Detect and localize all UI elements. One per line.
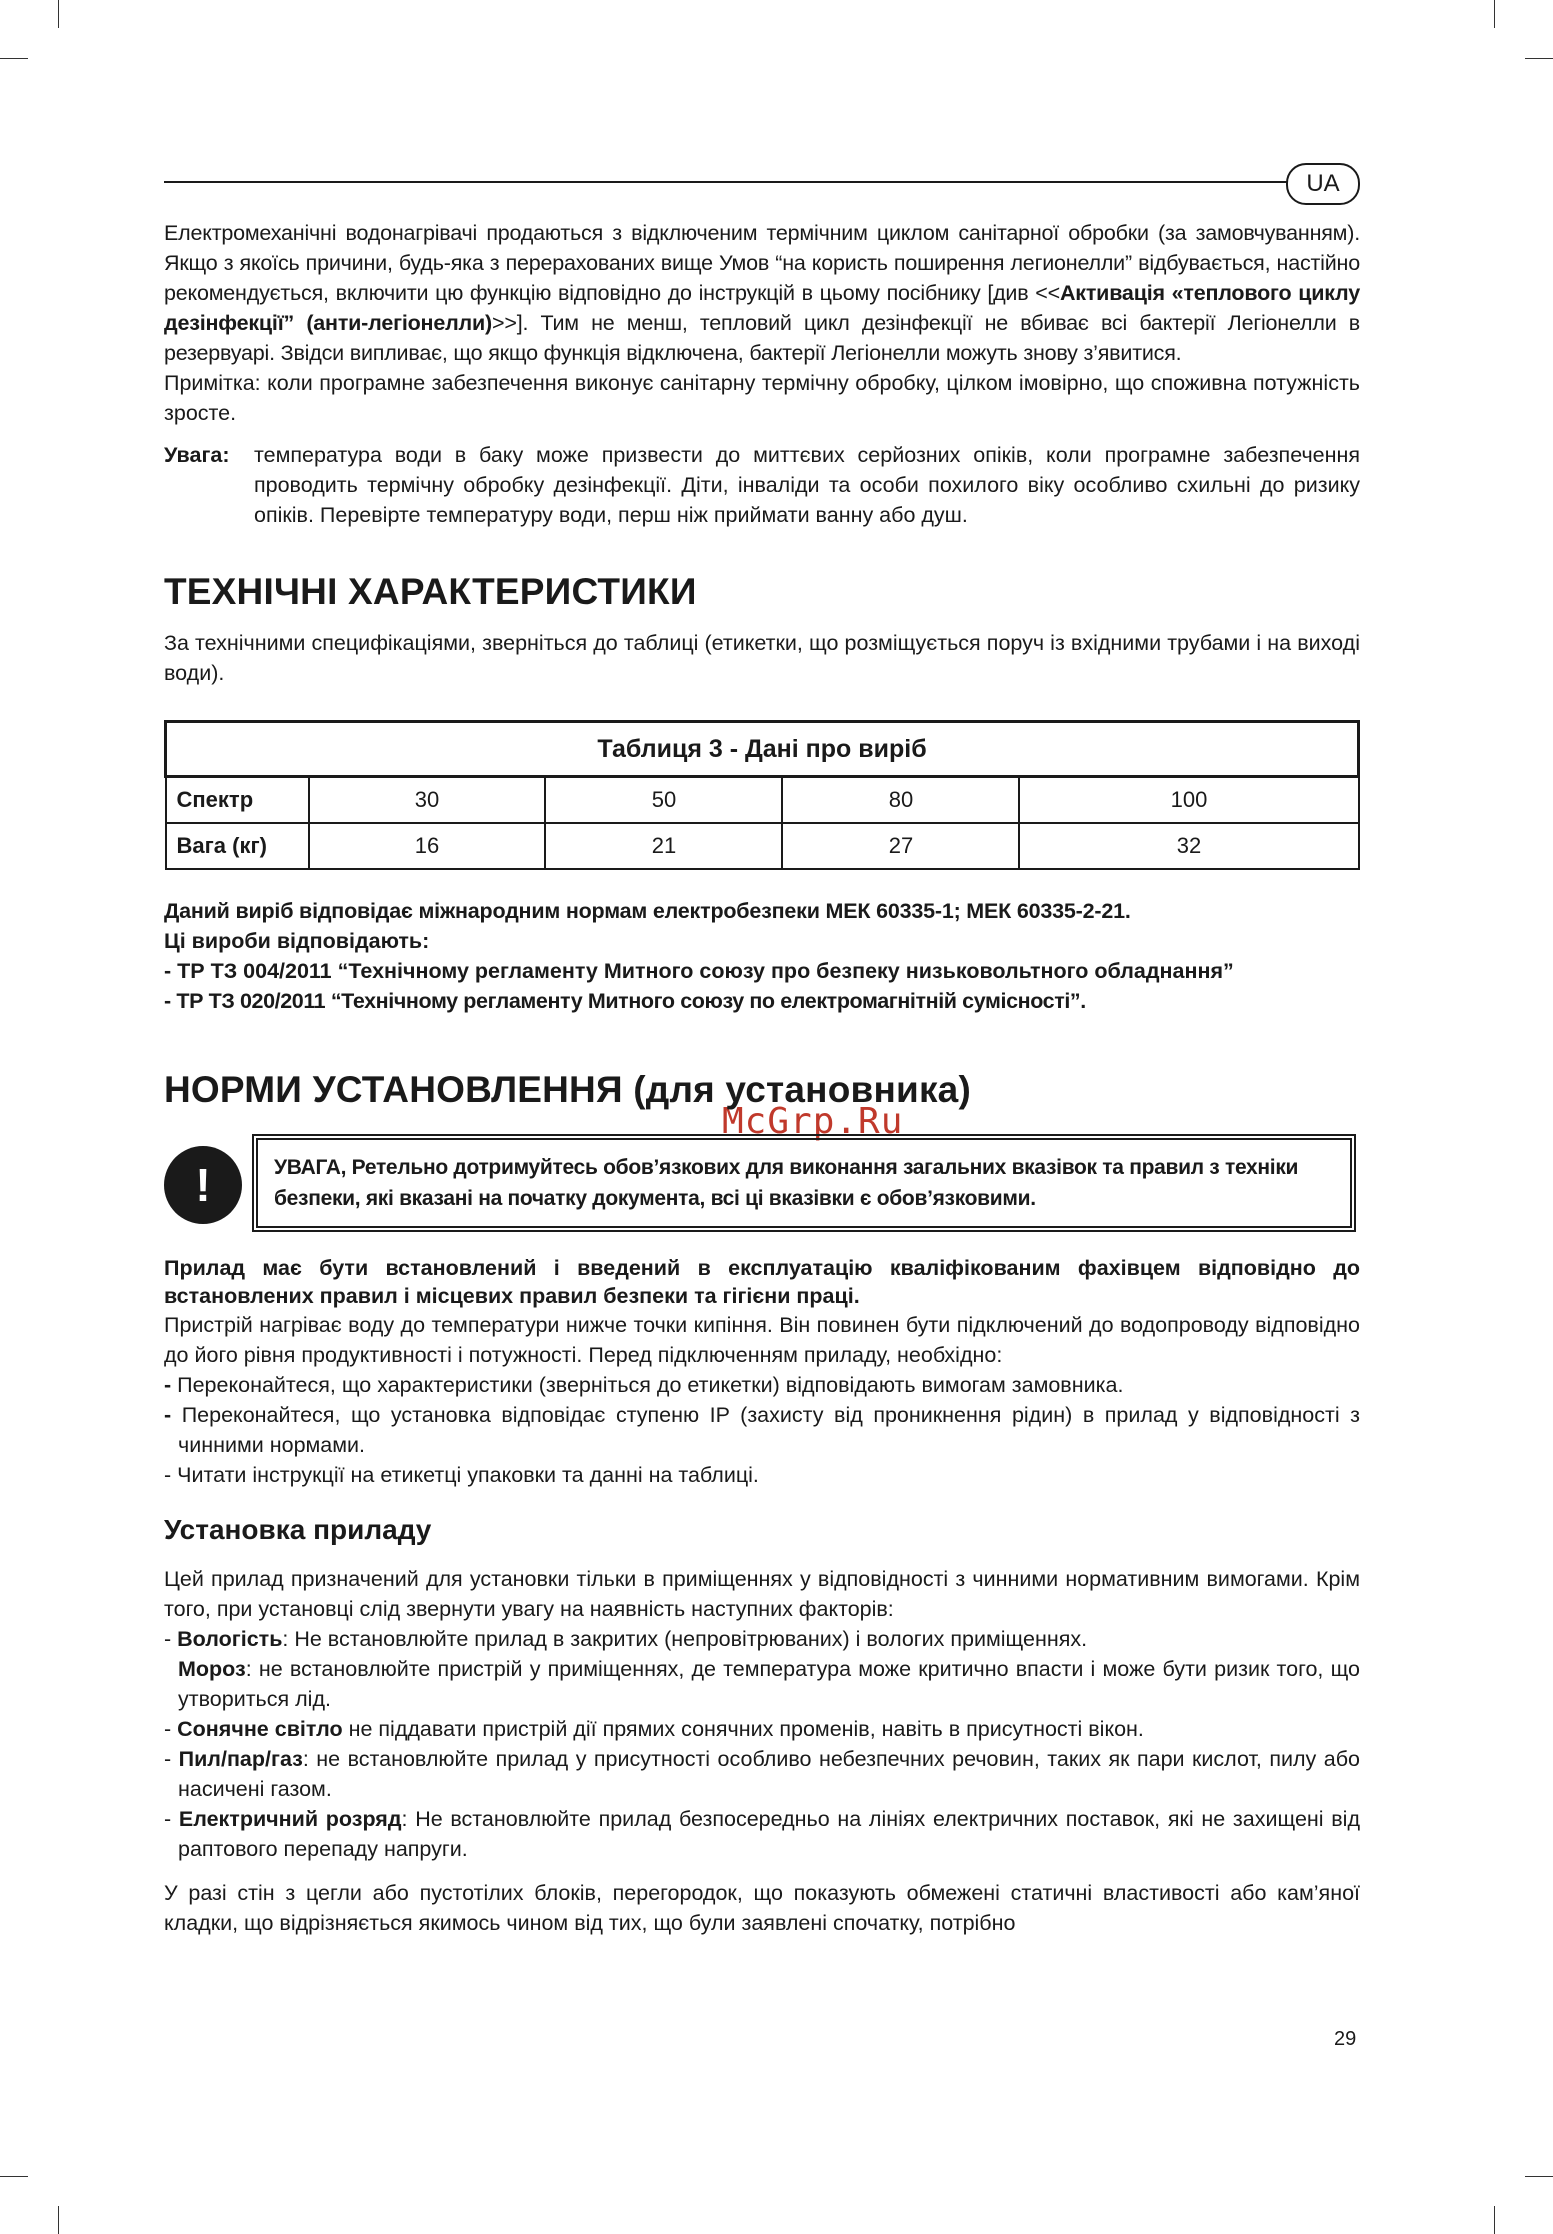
intro-link-bold: Активація «теплового циклу дезінфекції” (анти-легіонелли)	[164, 281, 1360, 335]
list-item: - Переконайтеся, що установка відповідає ступеню IP (захисту від проникнення рідин) в прилад у відповідності з чинними нормами.	[164, 1403, 1360, 1457]
setup-last-paragraph: У разі стін з цегли або пустотілих блоків, перегородок, що показують обмежені статичні властивості або кам’яної кладки, що відрізняється якимось чином від тих, що були заявлені спочатку, потрібно	[164, 1881, 1360, 1935]
install-bold-paragraph: Прилад має бути встановлений і введений в експлуатацію кваліфікованим фахівцем відповідно до встановлених правил і місцевих правил безпеки та гігієни праці.	[164, 1256, 1360, 1308]
table-cell: 27	[782, 823, 1019, 869]
crop-mark	[0, 2176, 28, 2177]
warning-label: Увага:	[164, 443, 230, 467]
document-body	[164, 218, 1360, 1938]
table-cell: 16	[309, 823, 546, 869]
crop-mark	[58, 2206, 59, 2234]
tech-heading: ТЕХНІЧНІ ХАРАКТЕРИСТИКИ	[164, 571, 697, 612]
note-paragraph: Примітка: коли програмне забезпечення виконує санітарну термічну обробку, цілком імовірно, що споживна потужність зросте.	[164, 371, 1360, 425]
compliance-line: - ТР ТЗ 020/2011 “Технічному регламенту Митного союзу по електромагнітній сумісності”.	[164, 989, 1086, 1013]
crop-mark	[1494, 0, 1495, 28]
warning-block	[164, 440, 1360, 530]
list-item: - Електричний розряд: Не встановлюйте прилад безпосередньо на лініях електричних поставок, які не захищені від раптового перепаду напруги.	[164, 1807, 1361, 1861]
intro-text-a: Електромеханічні водонагрівачі продаються з відключеним термічним циклом санітарної обробки (за замовчуванням). Якщо з якоїсь причини, будь-яка з перерахованих вище Умов “на користь поширення легионелли” відбувається, настійно рекомендується, включити цю функцію відповідно до інструкцій в цьому посібнику [див <<	[164, 221, 1360, 305]
list-item: - Сонячне світло не піддавати пристрій дії прямих сонячних променів, навіть в присутності вікон.	[164, 1717, 1144, 1741]
product-data-table	[164, 720, 1360, 870]
compliance-block	[164, 896, 1360, 1016]
list-item: - Переконайтеся, що характеристики (зверніться до етикетки) відповідають вимогам замовника.	[164, 1373, 1124, 1397]
list-item: - Читати інструкції на етикетці упаковки та данні на таблиці.	[164, 1463, 759, 1487]
setup-paragraph: Цей прилад призначений для установки тільки в приміщеннях у відповідності з чинними нормативним вимогами. Крім того, при установці слід звернути увагу на наявність наступних факторів:	[164, 1567, 1360, 1621]
language-badge: UA	[1286, 163, 1360, 205]
safety-warning	[164, 1134, 1360, 1244]
row-label-range: Спектр	[166, 777, 309, 824]
table-cell: 80	[782, 777, 1019, 824]
list-item: - Вологість: Не встановлюйте прилад в закритих (непровітрюваних) і вологих приміщеннях.	[164, 1627, 1088, 1651]
list-item: Мороз: не встановлюйте пристрій у приміщеннях, де температура може критично впасти і може бути ризик того, що утвориться лід.	[178, 1657, 1360, 1711]
table-cell: 30	[309, 777, 546, 824]
compliance-line: - ТР ТЗ 004/2011 “Технічному регламенту Митного союзу про безпеку низьковольтного обладнання”	[164, 959, 1234, 983]
watermark: McGrp.Ru	[722, 1101, 904, 1142]
warning-text: температура води в баку може призвести до миттєвих серйозних опіків, коли програмне забезпечення проводить термічну обробку дезінфекції. Діти, інваліди та особи похилого віку особливо схильні до ризику опіків. Перевірте температуру води, перш ніж приймати ванну або душ.	[254, 443, 1360, 527]
table-cell: 32	[1019, 823, 1358, 869]
crop-mark	[0, 58, 28, 59]
crop-mark	[1494, 2206, 1495, 2234]
crop-mark	[58, 0, 59, 28]
compliance-line: Ці вироби відповідають:	[164, 929, 430, 953]
install-paragraph: Пристрій нагріває воду до температури нижче точки кипіння. Він повинен бути підключений до водопроводу відповідно до його рівня продуктивності і потужності. Перед підключенням приладу, необхідно:	[164, 1313, 1360, 1367]
tech-text: За технічними специфікаціями, зверніться до таблиці (етикетки, що розміщується поруч із вхідними трубами і на виході води).	[164, 631, 1360, 685]
intro-paragraph	[164, 218, 1360, 368]
table-row	[166, 777, 1359, 824]
table-cell: 100	[1019, 777, 1358, 824]
intro-text-b: >>]. Тим не менш, тепловий цикл дезінфекції не вбиває всі бактерії Легіонелли в резервуарі. Звідси випливає, що якщо функція відключена, бактерії Легіонелли можуть знову з’явитися.	[164, 311, 1360, 365]
page-number: 29	[1334, 2028, 1357, 2050]
table-row	[166, 823, 1359, 869]
crop-mark	[1525, 58, 1553, 59]
setup-heading: Установка приладу	[164, 1514, 432, 1545]
table-title: Таблиця 3 - Дані про виріб	[166, 722, 1359, 777]
compliance-line: Даний виріб відповідає міжнародним нормам електробезпеки МЕК 60335-1; МЕК 60335-2-21.	[164, 899, 1131, 923]
warning-box-text: УВАГА, Ретельно дотримуйтесь обов’язкових для виконання загальних вказівок та правил з техніки безпеки, які вказані на початку документа, всі ці вказівки є обов’язковими.	[252, 1134, 1356, 1232]
table-cell: 21	[545, 823, 782, 869]
list-item: - Пил/пар/газ: не встановлюйте прилад у присутності особливо небезпечних речовин, таких як пари кислот, пилу або насичені газом.	[164, 1747, 1361, 1801]
crop-mark	[1525, 2176, 1553, 2177]
table-cell: 50	[545, 777, 782, 824]
header-rule	[164, 181, 1292, 183]
install-heading: НОРМИ УСТАНОВЛЕННЯ (для установника)	[164, 1069, 971, 1110]
row-label-weight: Вага (кг)	[166, 823, 309, 869]
exclamation-icon: !	[164, 1146, 242, 1224]
